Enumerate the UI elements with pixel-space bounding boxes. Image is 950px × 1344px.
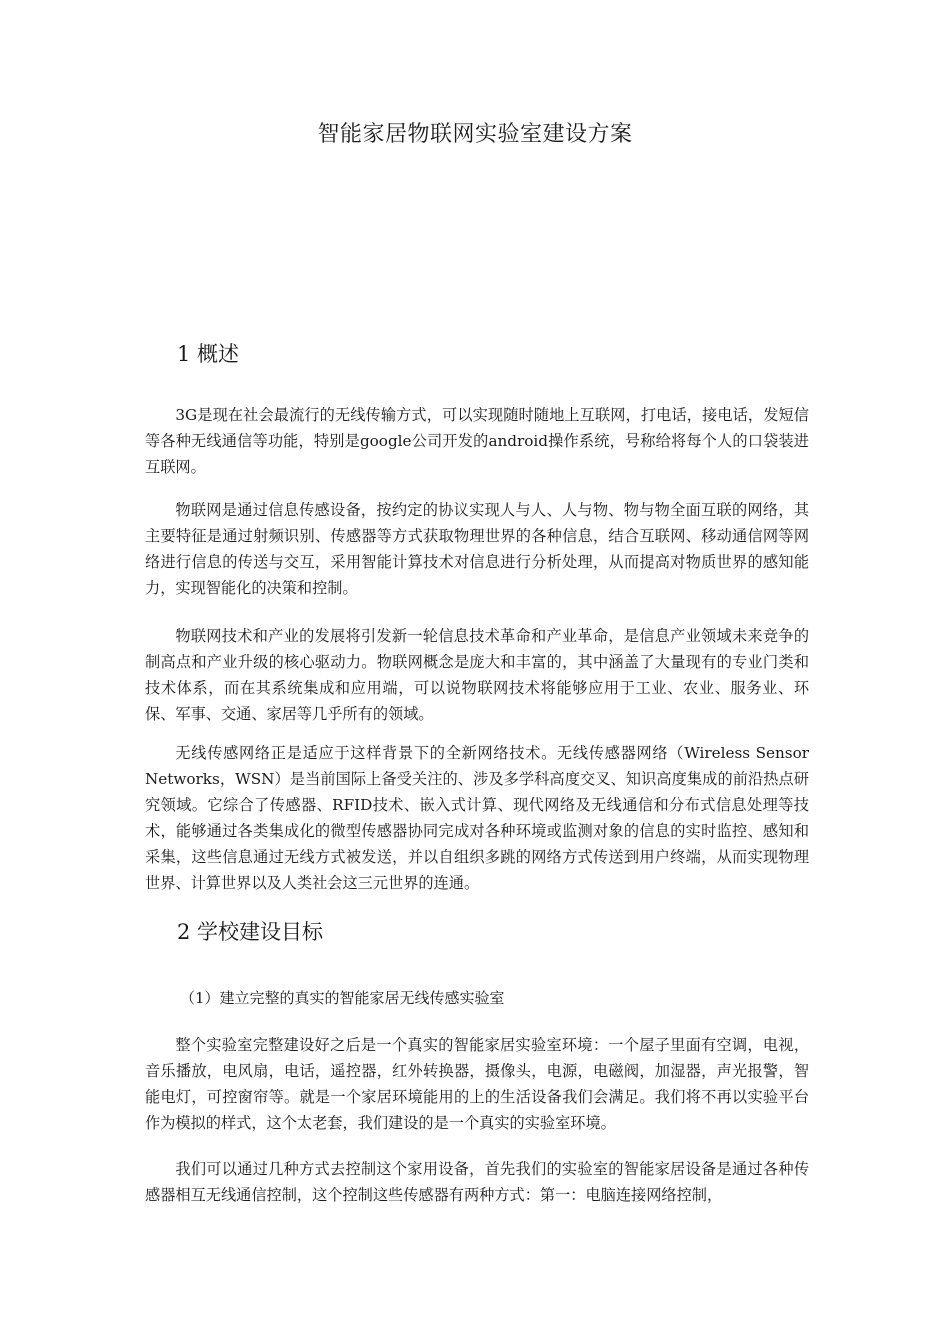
paragraph-wsn: 无线传感网络正是适应于这样背景下的全新网络技术。无线传感器网络（Wireless Sensor Networks，WSN）是当前国际上备受关注的、涉及多学科高度交叉、知识高度集成的前沿热点研究领域。它综合了传感器、RFID技术、嵌入式计算、现代网络及无线通信和分布式信息处理等技术，能够通过各类集成化的微型传感器协同完成对各种环境或监测对象的信息的实时监控、感知和采集，这些信息通过无线方式被发送，并以自组织多跳的网络方式传送到用户终端，从而实现物理世界、计算世界以及人类社会这三元世界的连通。 bbox=[145, 744, 809, 892]
document-title: 智能家居物联网实验室建设方案 bbox=[317, 122, 633, 147]
paragraph-iot-definition: 物联网是通过信息传感设备，按约定的协议实现人与人、人与物、物与物全面互联的网络，其主要特征是通过射频识别、传感器等方式获取物理世界的各种信息，结合互联网、移动通信网等网络进行信息的传送与交互，采用智能计算技术对信息进行分析处理，从而提高对物质世界的感知能力，实现智能化的决策和控制。 bbox=[145, 501, 809, 597]
paragraph-3g: 3G是现在社会最流行的无线传输方式，可以实现随时随地上互联网，打电话，接电话，发短信等各种无线通信等功能，特别是google公司开发的android操作系统，号称给将每个人的口袋装进互联网。 bbox=[145, 406, 809, 476]
section-heading-overview: 1 概述 bbox=[177, 342, 240, 366]
subheading-lab: （1）建立完整的真实的智能家居无线传感实验室 bbox=[180, 989, 505, 1007]
paragraph-lab-environment: 整个实验室完整建设好之后是一个真实的智能家居实验室环境：一个屋子里面有空调，电视，音乐播放，电风扇，电话，遥控器，红外转换器，摄像头，电源，电磁阀，加湿器，声光报警，智能电灯，可控窗帘等。就是一个家居环境能用的上的生活设备我们会满足。我们将不再以实验平台作为模拟的样式，这个太老套，我们建设的是一个真实的实验室环境。 bbox=[145, 1036, 809, 1132]
paragraph-iot-industry: 物联网技术和产业的发展将引发新一轮信息技术革命和产业革命，是信息产业领域未来竞争的制高点和产业升级的核心驱动力。物联网概念是庞大和丰富的，其中涵盖了大量现有的专业门类和技术体系，而在其系统集成和应用端，可以说物联网技术将能够应用于工业、农业、服务业、环保、军事、交通、家居等几乎所有的领域。 bbox=[145, 627, 809, 723]
section-heading-goals: 2 学校建设目标 bbox=[177, 920, 324, 944]
paragraph-control-methods: 我们可以通过几种方式去控制这个家用设备，首先我们的实验室的智能家居设备是通过各种传感器相互无线通信控制，这个控制这些传感器有两种方式：第一：电脑连接网络控制， bbox=[145, 1160, 809, 1204]
